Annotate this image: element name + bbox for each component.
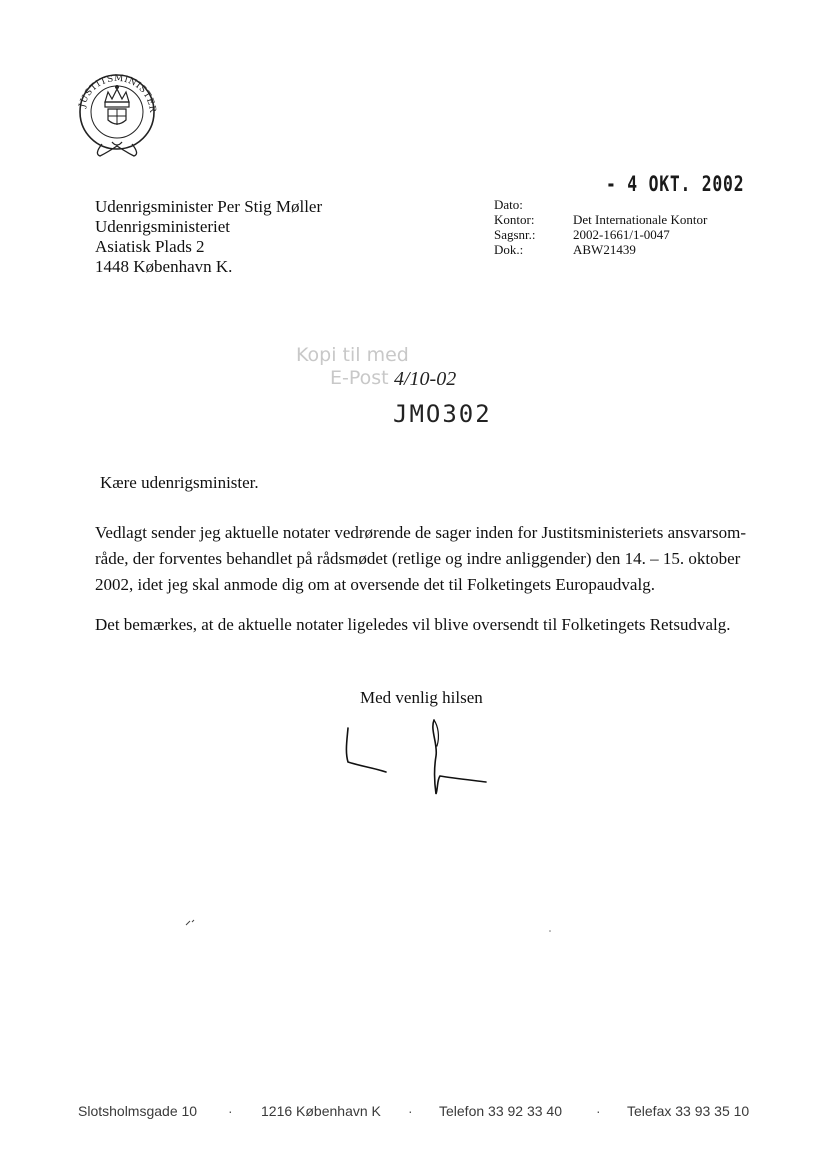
- footer-address: Slotsholmsgade 10: [78, 1103, 198, 1119]
- recipient-street: Asiatisk Plads 2: [95, 237, 205, 256]
- meta-row-case-number: [494, 227, 707, 242]
- recipient-organization: Udenrigsministeriet: [95, 217, 231, 236]
- signature: [334, 716, 494, 800]
- recipient-name: Udenrigsminister Per Stig Møller: [95, 197, 323, 216]
- letter-paragraph-1: [95, 520, 755, 598]
- received-date-stamp: - 4 OKT. 2002: [606, 172, 745, 196]
- ministry-seal: [72, 70, 162, 158]
- seal-text: JUSTITSMINISTER: [77, 73, 158, 114]
- meta-row-office: [494, 212, 707, 227]
- paragraph-line: råde, der forventes behandlet på rådsmødet (retlige og indre anliggender) den 14. – 15. oktober: [95, 549, 741, 568]
- paragraph-line: 2002, idet jeg skal anmode dig om at oversende det til Folketingets Europaudvalg.: [95, 575, 655, 594]
- footer-separator: ·: [408, 1103, 413, 1119]
- footer-separator: ·: [596, 1103, 601, 1119]
- meta-value: ABW21439: [573, 242, 636, 257]
- scan-speck: [546, 921, 556, 927]
- footer-postal: 1216 København K: [261, 1103, 381, 1119]
- closing: Med venlig hilsen: [360, 688, 483, 707]
- faint-email-stamp: E-Post: [330, 367, 389, 389]
- meta-row-document: [494, 242, 707, 257]
- meta-label: Dok.:: [494, 242, 524, 257]
- faint-copy-stamp: Kopi til med: [296, 344, 409, 366]
- salutation: Kære udenrigsminister.: [100, 473, 259, 492]
- footer-phone: Telefon 33 92 33 40: [439, 1103, 562, 1119]
- meta-label: Dato:: [494, 197, 523, 212]
- footer-fax: Telefax 33 93 35 10: [627, 1103, 750, 1119]
- paragraph-line: Vedlagt sender jeg aktuelle notater vedrørende de sager inden for Justitsministeriets ansvarsom-: [95, 523, 746, 542]
- recipient-address: [95, 197, 322, 277]
- meta-row-date: [494, 197, 707, 212]
- meta-value: [573, 197, 707, 212]
- journal-number-stamp: JMO302: [393, 400, 492, 428]
- meta-value: Det Internationale Kontor: [573, 212, 708, 227]
- scan-speck: [184, 914, 198, 924]
- recipient-city: 1448 København K.: [95, 257, 233, 276]
- footer-separator: ·: [228, 1103, 233, 1119]
- meta-value: 2002-1661/1-0047: [573, 227, 670, 242]
- reference-metadata: [494, 197, 707, 257]
- meta-label: Sagsnr.:: [494, 227, 536, 242]
- handwritten-date: 4/10-02: [394, 368, 457, 390]
- letter-paragraph-2: Det bemærkes, at de aktuelle notater ligeledes vil blive oversendt til Folketingets Retsudvalg.: [95, 615, 731, 634]
- meta-label: Kontor:: [494, 212, 535, 227]
